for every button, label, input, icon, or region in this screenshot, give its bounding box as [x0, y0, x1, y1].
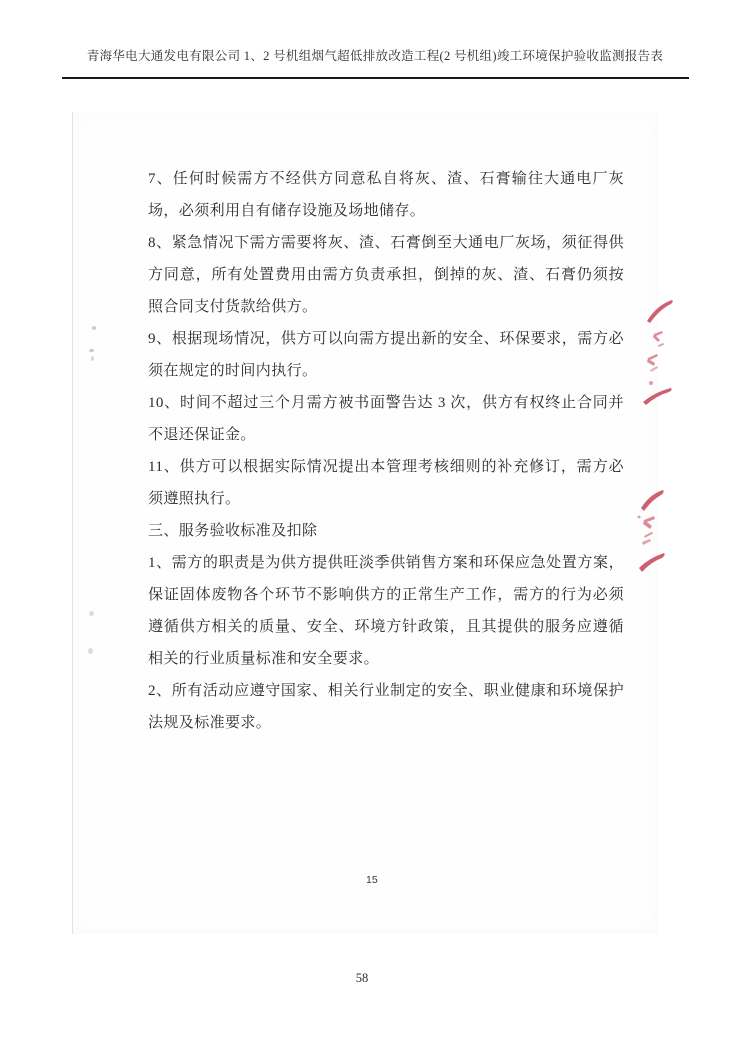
paragraph: 2、所有活动应遵守国家、相关行业制定的安全、职业健康和环境保护法规及标准要求。: [148, 683, 624, 731]
scan-speck: [89, 349, 94, 352]
paragraph: 8、紧急情况下需方需要将灰、渣、石膏倒至大通电厂灰场，须征得供方同意，所有处置费用由需方负责承担，倒掉的灰、渣、石膏仍须按照合同支付货款给供方。: [148, 235, 624, 315]
paragraph: 1、需方的职责是为供方提供旺淡季供销售方案和环保应急处置方案，保证固体废物各个环节不影响供方的正常生产工作，需方的行为必须遵循供方相关的质量、安全、环境方针政策，且其提供的服务应遵循相关的行业质量标准和安全要求。: [148, 555, 624, 667]
scan-speck: [92, 326, 96, 330]
outer-page-number: 58: [355, 971, 369, 985]
red-seal-fragment-icon: [627, 484, 669, 580]
paragraph: 10、时间不超过三个月需方被书面警告达 3 次，供方有权终止合同并不退还保证金。: [148, 395, 624, 443]
document-header-title: 青海华电大通发电有限公司 1、2 号机组烟气超低排放改造工程(2 号机组)竣工环境保护验收监测报告表: [86, 49, 664, 63]
inner-page-number: 15: [366, 874, 378, 886]
paragraph: 11、供方可以根据实际情况提出本管理考核细则的补充修订，需方必须遵照执行。: [148, 459, 624, 507]
header-rule: [62, 77, 689, 79]
section-heading: 三、服务验收标准及扣除: [148, 523, 318, 539]
scan-speck: [91, 356, 94, 361]
red-seal-fragment-icon: [637, 296, 677, 406]
document-body: [148, 163, 624, 739]
paragraph: 7、任何时候需方不经供方同意私自将灰、渣、石膏输往大通电厂灰场，必须利用自有储存设施及场地储存。: [148, 171, 624, 219]
paragraph: 9、根据现场情况，供方可以向需方提出新的安全、环保要求，需方必须在规定的时间内执行。: [148, 331, 624, 379]
scan-speck: [88, 648, 93, 654]
scan-speck: [89, 611, 94, 616]
